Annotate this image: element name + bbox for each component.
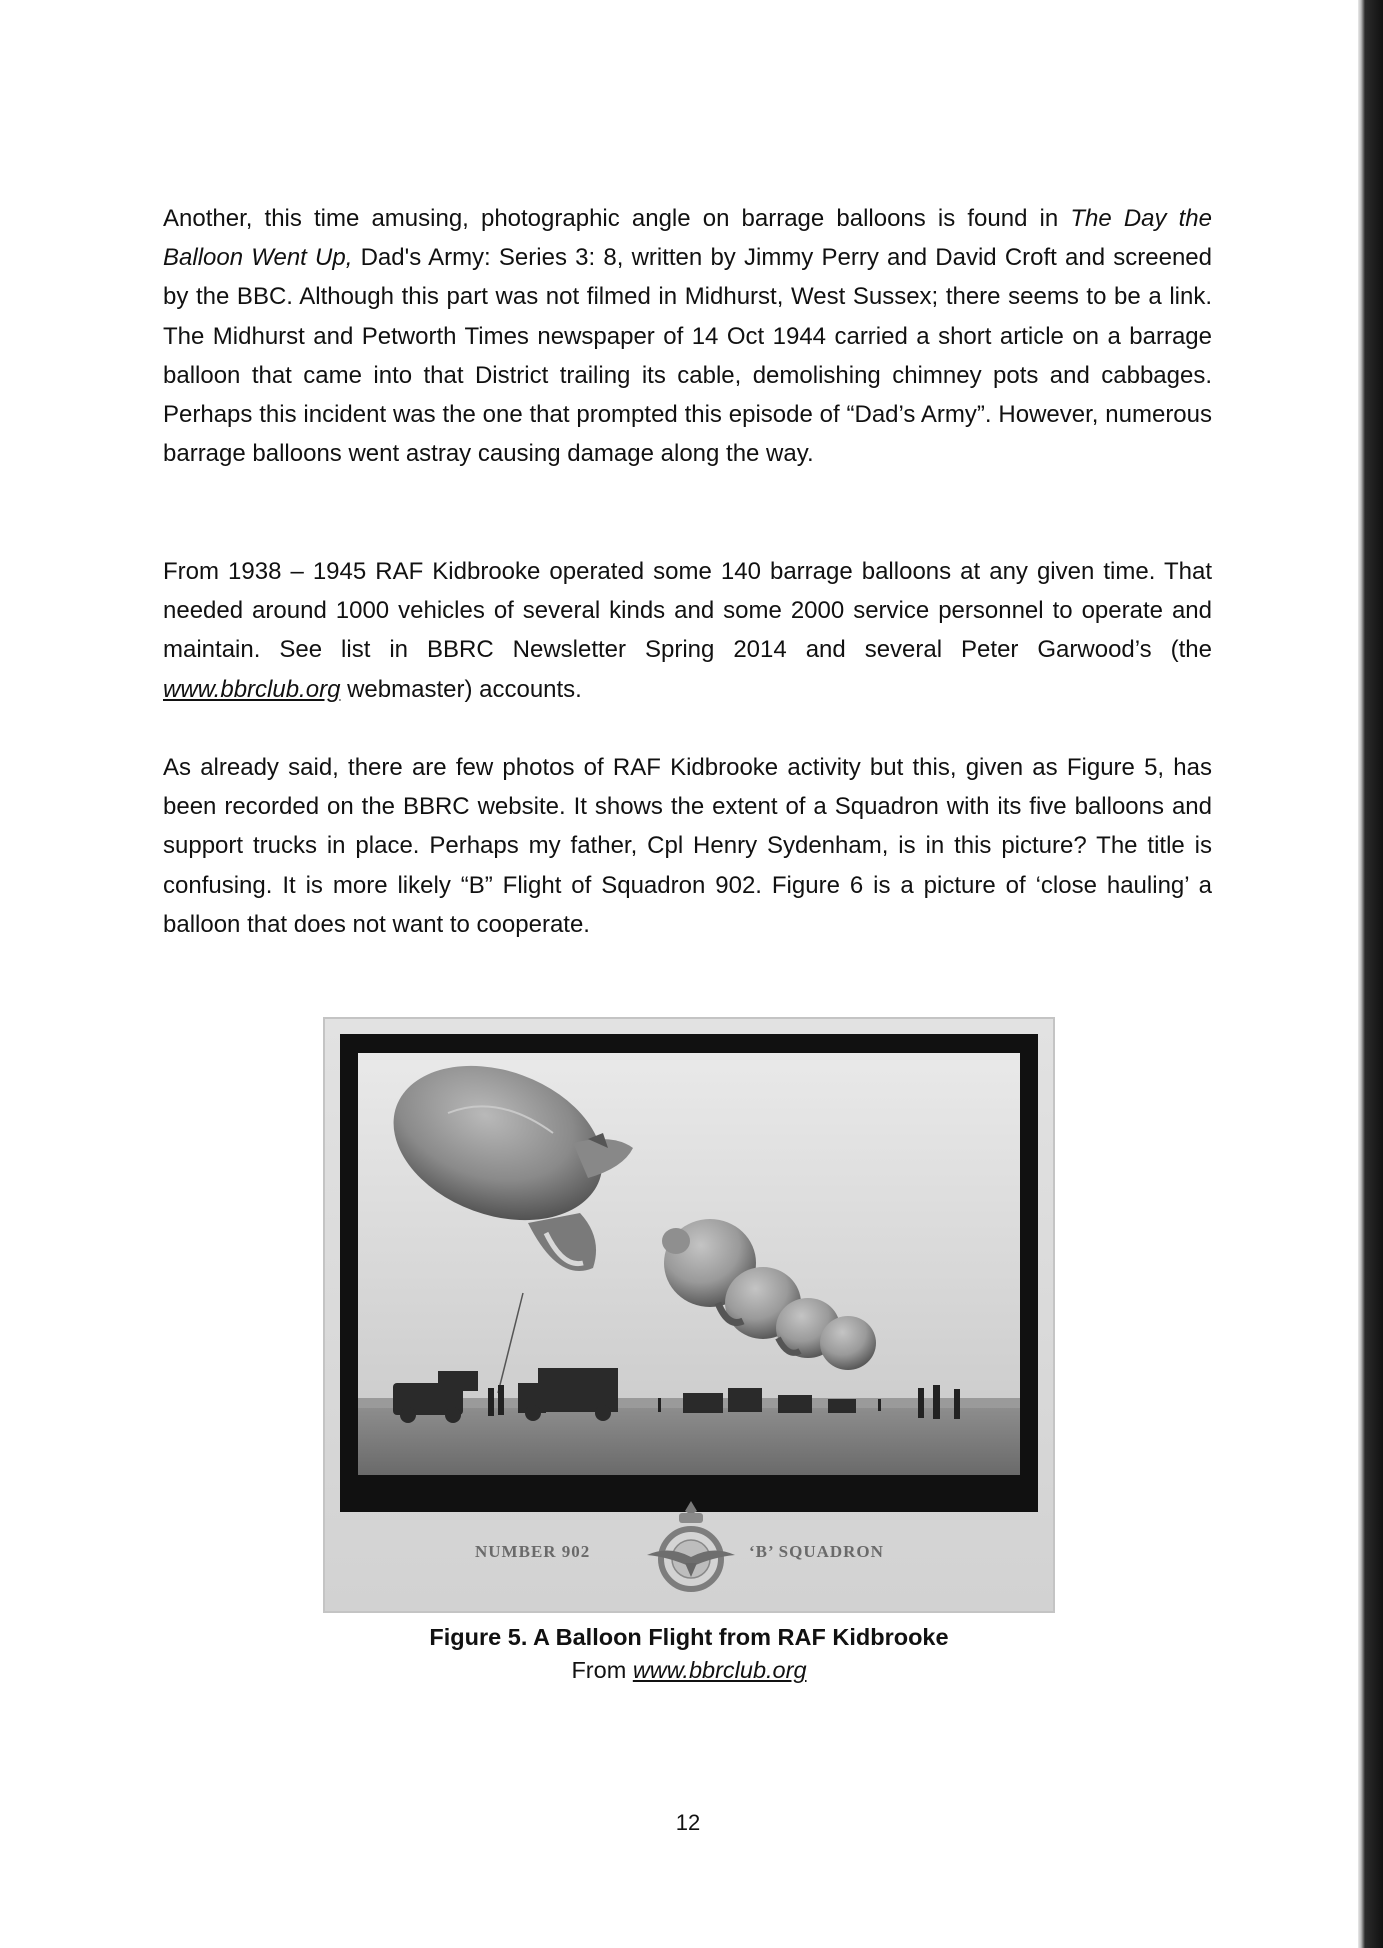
paragraph-raf-kidbrooke bbox=[163, 552, 1212, 709]
caption-link[interactable]: www.bbrclub.org bbox=[632, 1657, 807, 1683]
paragraph-text: webmaster) accounts. bbox=[340, 675, 582, 703]
caption-from-text: From bbox=[571, 1657, 633, 1683]
episode-title: The Day the Balloon Went Up, bbox=[163, 205, 1213, 272]
page-number: 12 bbox=[675, 1810, 701, 1835]
squadron-flight-label: ‘B’ SQUADRON bbox=[749, 1542, 884, 1561]
figure-5-photo-card bbox=[323, 1017, 1055, 1613]
figure-caption-title: Figure 5. A Balloon Flight from RAF Kidbrooke bbox=[429, 1624, 949, 1650]
barrage-balloon-photo bbox=[358, 1053, 1020, 1475]
paragraph-text: As already said, there are few photos of RAF Kidbrooke activity but this, given as Figure 5, has been recorded on the BBRC website. It shows the extent of a Squadron with its five balloons and support trucks in place. Perhaps my father, Cpl Henry Sydenham, is in this picture? The title is confusing. It is more likely “B” Flight of Squadron 902. Figure 6 is a picture of ‘close hauling’ a balloon that does not want to cooperate. bbox=[163, 754, 1212, 938]
bbrclub-link[interactable]: www.bbrclub.org bbox=[163, 675, 341, 703]
page-edge-shadow bbox=[1358, 0, 1383, 1948]
figure-caption-source bbox=[0, 1657, 1378, 1684]
paragraph-text: Another, this time amusing, photographic angle on barrage balloons is found in bbox=[163, 205, 1071, 232]
paragraph-text: Dad's Army: Series 3: 8, written by Jimmy Perry and David Croft and screened by the BBC. Although this part was not filmed in Midhurst, West Sussex; there seems to be a link. The Midhurst and Petworth Times newspaper of 14 Oct 1944 carried a short article on a barrage balloon that came into that District trailing its cable, demolishing chimney pots and cabbages. Perhaps this incident was the one that prompted this episode of “Dad’s Army”. However, numerous barrage balloons went astray causing damage along the way. bbox=[163, 244, 1213, 468]
photo-frame bbox=[340, 1034, 1038, 1512]
squadron-number-label: NUMBER 902 bbox=[475, 1542, 591, 1561]
paragraph-text: From 1938 – 1945 RAF Kidbrooke operated some 140 barrage balloons at any given time. That needed around 1000 vehicles of several kinds and some 2000 service personnel to operate and maintain. See list in BBRC Newsletter Spring 2014 and several Peter Garwood’s (the bbox=[163, 558, 1212, 664]
paragraph-photos bbox=[163, 748, 1212, 944]
paragraph-dads-army bbox=[163, 199, 1212, 473]
raf-badge-icon bbox=[643, 1497, 739, 1609]
